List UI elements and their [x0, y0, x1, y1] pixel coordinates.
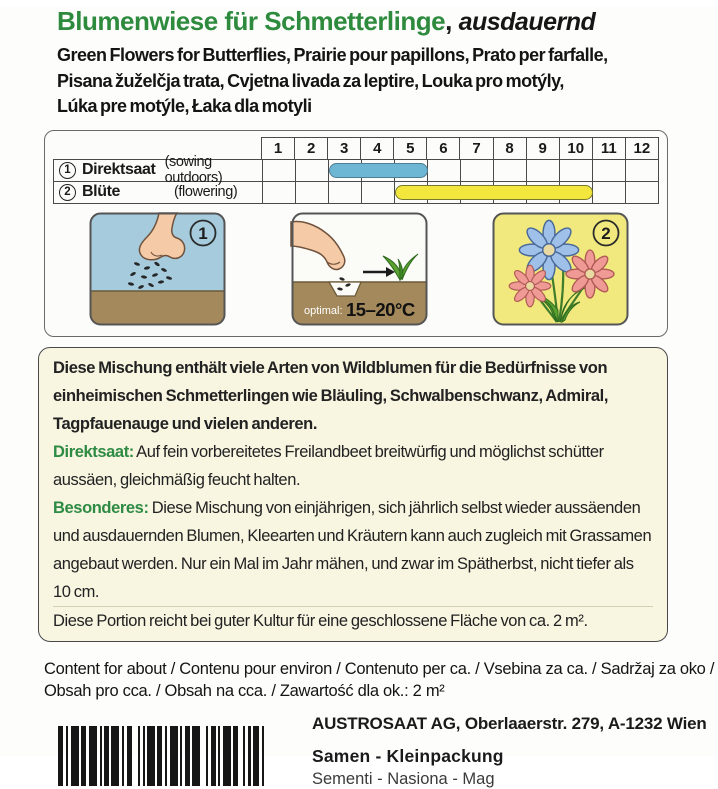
multilingual-subtitle	[57, 43, 718, 120]
soil-band	[89, 291, 226, 326]
barcode-bar	[58, 726, 63, 786]
month-header-9: 9	[527, 138, 560, 159]
calendar-cell	[494, 160, 527, 181]
footer	[58, 714, 718, 789]
barcode-bar	[185, 726, 190, 786]
circled-number-1: 1	[59, 162, 76, 179]
barcode-bar	[165, 726, 167, 786]
barcode-bar	[206, 726, 208, 786]
pack-type-line-1: Samen - Kleinpackung	[312, 745, 504, 766]
barcode-bar	[71, 726, 79, 786]
row-label-bluete: Blüte	[82, 183, 121, 200]
barcode-bar	[170, 726, 178, 786]
calendar-cells-flowering	[262, 182, 659, 203]
barcode-bar	[81, 726, 86, 786]
calendar-cells-sowing	[262, 160, 659, 181]
calendar-cell	[263, 182, 296, 203]
svg-text:2: 2	[601, 223, 611, 243]
producer-address: AUSTROSAAT AG, Oberlaaerstr. 279, A-1232 Wien	[312, 713, 707, 733]
barcode-bar	[89, 726, 97, 786]
calendar-cell	[296, 160, 329, 181]
barcode-bar	[66, 726, 68, 786]
month-header-1: 1	[262, 138, 295, 159]
content-note-line-2: Obsah pro cca. / Obsah na cca. / Zawartość dla ok.: 2 m²	[44, 681, 445, 700]
product-qualifier: ausdauernd	[458, 8, 596, 36]
besonderes-paragraph	[53, 494, 653, 606]
barcode-bar	[147, 726, 155, 786]
barcode-bar	[262, 726, 264, 786]
barcode-bar	[138, 726, 140, 786]
barcode-bar	[100, 726, 102, 786]
barcode-bar	[192, 726, 200, 786]
calendar-cell	[461, 160, 494, 181]
content-note-line-1: Content for about / Contenu pour environ / Contenuto per ca. / Vsebina za ca. / Sadržaj za oko /	[44, 659, 715, 678]
content-amount-note	[44, 658, 718, 702]
pack-type-line-2: Sementi - Nasiona - Mag	[312, 769, 495, 788]
barcode-bar	[243, 726, 245, 786]
calendar-cell	[626, 182, 659, 203]
circled-number-2: 2	[59, 184, 76, 201]
month-header-4: 4	[361, 138, 394, 159]
calendar-cell	[296, 182, 329, 203]
month-header-8: 8	[494, 138, 527, 159]
row-label-direktsaat: Direktsaat	[82, 161, 156, 178]
barcode-bar	[218, 726, 220, 786]
besonderes-text: Diese Mischung von einjährigen, sich jährlich selbst wieder aussäenden und ausdauernden Blumen, Kleearten und Kräutern kann auch zugleich mit Grassamen angebaut werden. Nur ein Mal im Jahr mähen, und zwar im Spätherbst, nicht tiefer als 10 cm.	[53, 498, 652, 601]
month-header-12: 12	[626, 138, 659, 159]
barcode-bar	[104, 726, 109, 786]
barcode-bar	[180, 726, 182, 786]
month-header-3: 3	[328, 138, 361, 159]
sowing-pictogram	[89, 212, 226, 326]
barcode-bar	[127, 726, 132, 786]
calendar-cell	[329, 182, 362, 203]
direktsaat-paragraph	[53, 438, 653, 494]
calendar-cell	[560, 160, 593, 181]
sowing-info-box	[44, 130, 668, 337]
sowing-period-bar	[329, 163, 428, 178]
barcode-bar	[248, 726, 251, 786]
row-note-flowering: (flowering)	[174, 184, 238, 200]
optimal-label: optimal:	[303, 304, 343, 317]
calendar-row-sowing	[53, 154, 659, 186]
product-name: Blumenwiese für Schmetterlinge	[57, 6, 446, 36]
optimal-temperature: 15–20°C	[345, 298, 415, 320]
month-header-6: 6	[427, 138, 460, 159]
calendar-cell	[527, 160, 560, 181]
calendar-cell	[593, 160, 626, 181]
barcode-bar	[233, 726, 238, 786]
calendar-cell	[428, 160, 461, 181]
portion-note: Diese Portion reicht bei guter Kultur für eine geschlossene Fläche von ca. 2 m².	[53, 606, 653, 635]
subtitle-line-1: Green Flowers for Butterflies, Prairie pour papillons, Prato per farfalle,	[57, 45, 608, 65]
calendar-month-header-row	[261, 137, 659, 159]
subtitle-line-3: Lúka pre motýle, Łaka dla motyli	[57, 96, 312, 116]
calendar-row-flowering	[53, 181, 659, 203]
barcode-bar	[211, 726, 216, 786]
barcode-bar	[157, 726, 162, 786]
month-header-2: 2	[295, 138, 328, 159]
producer-block	[312, 714, 707, 789]
barcode-bar	[143, 726, 145, 786]
month-header-10: 10	[560, 138, 593, 159]
pink-flower-left	[509, 265, 551, 307]
barcode-bar	[111, 726, 119, 786]
direktsaat-label: Direktsaat:	[53, 442, 134, 461]
flowering-pictogram	[492, 212, 629, 326]
barcode	[58, 726, 286, 786]
besonderes-label: Besonderes:	[53, 498, 149, 517]
calendar-row-label-sowing	[54, 154, 262, 186]
month-header-7: 7	[460, 138, 493, 159]
calendar-cell	[593, 182, 626, 203]
calendar-cell	[362, 182, 395, 203]
barcode-bar	[253, 726, 259, 786]
calendar-row-label-flowering	[54, 182, 262, 203]
pictogram-panels	[51, 204, 661, 326]
direktsaat-text: Auf fein vorbereitetes Freilandbeet breitwürfig und möglichst schütter aussäen, gleichmäßig feucht halten.	[53, 442, 604, 489]
flowering-period-bar	[395, 185, 593, 200]
barcode-bar	[223, 726, 231, 786]
svg-text:1: 1	[198, 223, 208, 243]
temperature-pictogram	[291, 212, 428, 326]
subtitle-line-2: Pisana žuželčja trata, Cvjetna livada za leptire, Louka pro motýly,	[57, 70, 564, 91]
title-separator: ,	[445, 6, 459, 36]
month-header-11: 11	[593, 138, 626, 159]
month-header-5: 5	[394, 138, 427, 159]
description-box	[38, 347, 668, 642]
mixture-intro: Diese Mischung enthält viele Arten von Wildblumen für die Bedürfnisse von einheimischen Schmetterlingen wie Bläuling, Schwalbenschwanz, Admiral, Tagpfauenauge und vielen anderen.	[53, 358, 609, 433]
page-title	[57, 6, 718, 37]
sowing-calendar-table	[53, 137, 659, 204]
row-note-sowing: (sowing outdoors)	[164, 154, 223, 186]
calendar-cell	[626, 160, 659, 181]
seed-packet-back	[0, 6, 718, 788]
barcode-bar	[122, 726, 124, 786]
pink-flower-right	[566, 250, 614, 298]
calendar-cell	[263, 160, 296, 181]
